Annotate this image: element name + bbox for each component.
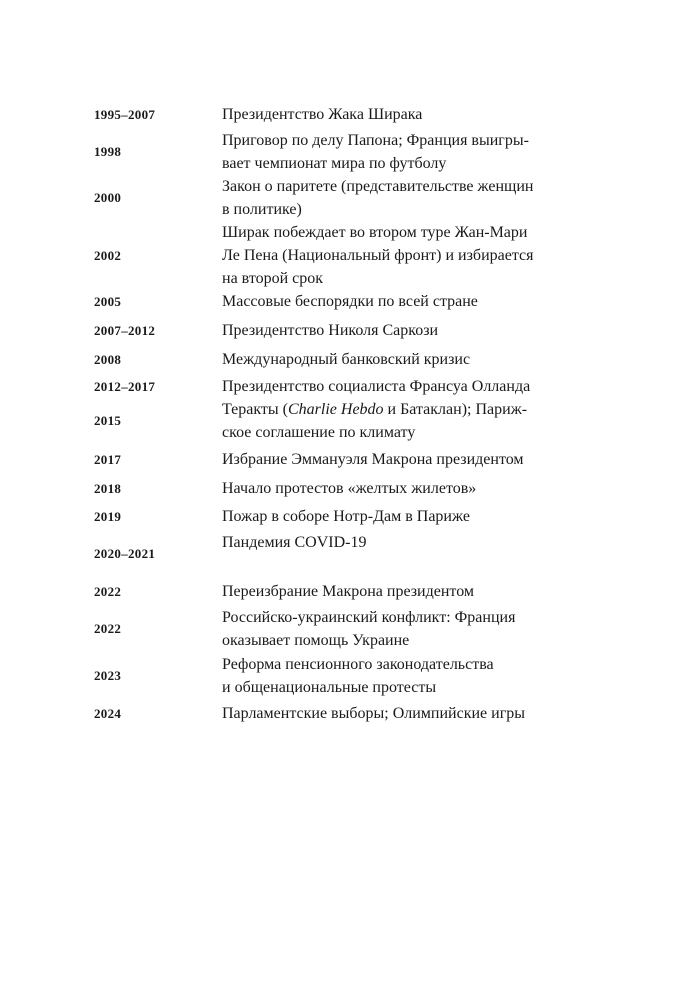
timeline-row	[94, 103, 574, 126]
event-text-part: и Батаклан); Париж-	[383, 401, 528, 418]
event-text	[222, 477, 572, 500]
year-label: 2000	[94, 190, 122, 205]
event-line	[222, 398, 572, 421]
event-line: Массовые беспорядки по всей стране	[222, 293, 478, 310]
event-text	[222, 448, 572, 471]
timeline-row	[94, 221, 574, 290]
event-line: вает чемпионат мира по футболу	[222, 155, 447, 172]
event-text	[222, 103, 572, 126]
event-line: Президентство Николя Саркози	[222, 322, 439, 339]
event-line: Закон о паритете (представительстве женщин	[222, 178, 534, 195]
timeline-row	[94, 702, 574, 725]
timeline-row	[94, 580, 574, 603]
event-text-part: Теракты (	[222, 401, 288, 418]
year-label: 2002	[94, 247, 122, 263]
event-line: Реформа пенсионного законодательства	[222, 656, 494, 673]
year-label: 2023	[94, 668, 122, 683]
year-label: 2007–2012	[94, 322, 156, 338]
year-label: 1998	[94, 144, 122, 159]
year-label: 2022	[94, 583, 122, 599]
timeline-row	[94, 290, 574, 313]
event-line: Международный банковский кризис	[222, 351, 471, 368]
event-line: в политике)	[222, 201, 302, 218]
timeline-row	[94, 129, 574, 175]
event-line: Парламентские выборы; Олимпийские игры	[222, 705, 526, 722]
year-label: 2012–2017	[94, 378, 156, 394]
event-line: Начало протестов «желтых жилетов»	[222, 480, 477, 497]
event-line: ское соглашение по климату	[222, 424, 416, 441]
year-label: 2024	[94, 705, 122, 721]
event-line: Президентство социалиста Франсуа Олланда	[222, 378, 531, 395]
event-text	[222, 375, 572, 398]
timeline-row	[94, 531, 574, 577]
timeline-row	[94, 175, 574, 221]
timeline-row	[94, 477, 574, 500]
event-text	[222, 398, 572, 444]
year-label: 2020–2021	[94, 546, 156, 561]
year-label: 2017	[94, 451, 122, 467]
event-text	[222, 653, 572, 699]
timeline-row	[94, 319, 574, 342]
year-label: 2018	[94, 480, 122, 496]
year-label: 2008	[94, 351, 122, 367]
event-line: Ле Пена (Национальный фронт) и избирается	[222, 247, 534, 264]
timeline-row	[94, 348, 574, 371]
year-label: 2015	[94, 413, 122, 428]
event-line: Российско-украинский конфликт: Франция	[222, 609, 516, 626]
event-line: оказывает помощь Украине	[222, 632, 410, 649]
event-line: Избрание Эммануэля Макрона президентом	[222, 451, 524, 468]
event-text	[222, 175, 572, 221]
event-text	[222, 221, 572, 290]
event-text	[222, 348, 572, 371]
year-label: 2019	[94, 508, 122, 524]
timeline-row	[94, 448, 574, 471]
timeline-row	[94, 375, 574, 398]
event-text	[222, 505, 572, 528]
year-label: 2022	[94, 621, 122, 636]
event-line: Президентство Жака Ширака	[222, 106, 423, 123]
year-label: 2005	[94, 293, 122, 309]
event-text	[222, 702, 572, 725]
event-text	[222, 129, 572, 175]
event-line: на второй срок	[222, 270, 324, 287]
year-label: 1995–2007	[94, 106, 156, 122]
event-line: Переизбрание Макрона президентом	[222, 583, 475, 600]
timeline-row	[94, 398, 574, 444]
event-line: Пожар в соборе Нотр-Дам в Париже	[222, 508, 470, 525]
timeline-row	[94, 653, 574, 699]
event-line: Ширак побеждает во втором туре Жан-Мари	[222, 224, 528, 241]
timeline-row	[94, 505, 574, 528]
event-line: Пандемия COVID-19	[222, 534, 367, 551]
event-text	[222, 319, 572, 342]
publication-title: Charlie Hebdo	[288, 401, 384, 418]
event-line: Приговор по делу Папона; Франция выигры-	[222, 132, 529, 149]
event-text	[222, 531, 572, 554]
event-text	[222, 606, 572, 652]
event-line: и общенациональные протесты	[222, 679, 437, 696]
event-text	[222, 580, 572, 603]
event-text	[222, 290, 572, 313]
timeline-row	[94, 606, 574, 652]
